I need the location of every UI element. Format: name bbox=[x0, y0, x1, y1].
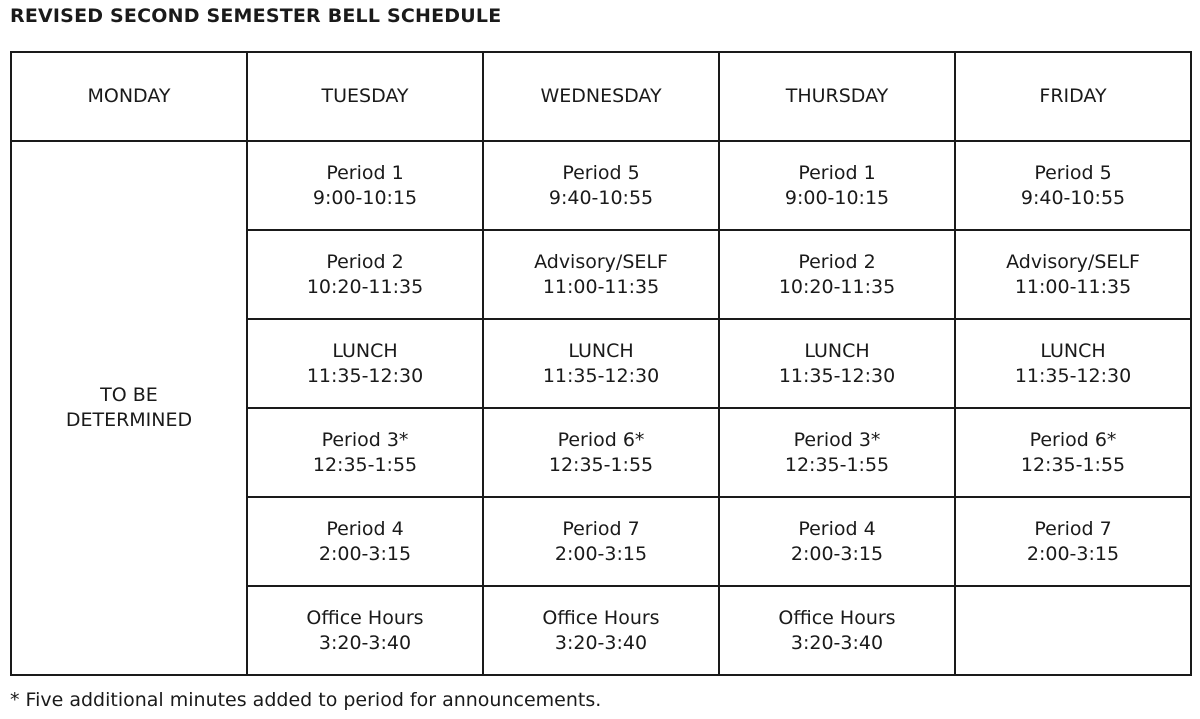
page-title: REVISED SECOND SEMESTER BELL SCHEDULE bbox=[10, 5, 502, 27]
period-time: 12:35-1:55 bbox=[312, 453, 418, 476]
period-time: 9:00-10:15 bbox=[784, 186, 890, 209]
period-label: Period 6* bbox=[1029, 428, 1117, 451]
period-time: 3:20-3:40 bbox=[554, 631, 648, 654]
period-time: 2:00-3:15 bbox=[554, 542, 648, 565]
period-label: LUNCH bbox=[804, 339, 870, 362]
schedule-cell bbox=[955, 497, 1191, 586]
period-time: 11:35-12:30 bbox=[778, 364, 896, 387]
period-time: 2:00-3:15 bbox=[1026, 542, 1120, 565]
schedule-row-1 bbox=[11, 141, 1191, 230]
schedule-cell bbox=[247, 497, 483, 586]
schedule-cell bbox=[719, 497, 955, 586]
period-time: 2:00-3:15 bbox=[318, 542, 412, 565]
period-label: Period 1 bbox=[798, 161, 876, 184]
period-label: Period 1 bbox=[326, 161, 404, 184]
period-label: Office Hours bbox=[306, 606, 424, 629]
bell-schedule-table bbox=[10, 51, 1192, 676]
period-label: Advisory/SELF bbox=[534, 250, 668, 273]
footnote: * Five additional minutes added to period for announcements. bbox=[10, 689, 602, 711]
period-label: Period 7 bbox=[562, 517, 640, 540]
header-monday: MONDAY bbox=[11, 52, 247, 141]
schedule-cell bbox=[483, 497, 719, 586]
period-time: 9:40-10:55 bbox=[1020, 186, 1126, 209]
period-time: 11:00-11:35 bbox=[1014, 275, 1132, 298]
period-label: Office Hours bbox=[542, 606, 660, 629]
schedule-cell bbox=[955, 230, 1191, 319]
schedule-cell bbox=[719, 319, 955, 408]
schedule-cell bbox=[483, 586, 719, 675]
period-time: 11:35-12:30 bbox=[542, 364, 660, 387]
monday-line-2: DETERMINED bbox=[65, 409, 193, 431]
schedule-cell bbox=[483, 319, 719, 408]
schedule-cell bbox=[247, 141, 483, 230]
period-label: LUNCH bbox=[568, 339, 634, 362]
schedule-cell bbox=[719, 230, 955, 319]
schedule-cell-empty bbox=[955, 586, 1191, 675]
period-label: Period 6* bbox=[557, 428, 645, 451]
period-time: 12:35-1:55 bbox=[1020, 453, 1126, 476]
period-label: Advisory/SELF bbox=[1006, 250, 1140, 273]
period-time: 2:00-3:15 bbox=[790, 542, 884, 565]
period-label: Office Hours bbox=[778, 606, 896, 629]
period-label: LUNCH bbox=[1040, 339, 1106, 362]
period-label: Period 5 bbox=[562, 161, 640, 184]
period-label: Period 3* bbox=[321, 428, 409, 451]
period-time: 11:00-11:35 bbox=[542, 275, 660, 298]
schedule-cell bbox=[719, 141, 955, 230]
period-time: 10:20-11:35 bbox=[778, 275, 896, 298]
schedule-cell bbox=[955, 408, 1191, 497]
period-label: Period 4 bbox=[326, 517, 404, 540]
schedule-cell bbox=[955, 319, 1191, 408]
header-wednesday: WEDNESDAY bbox=[483, 52, 719, 141]
period-time: 11:35-12:30 bbox=[306, 364, 424, 387]
schedule-cell bbox=[483, 408, 719, 497]
schedule-cell bbox=[247, 230, 483, 319]
period-time: 10:20-11:35 bbox=[306, 275, 424, 298]
period-label: Period 2 bbox=[798, 250, 876, 273]
period-label: Period 7 bbox=[1034, 517, 1112, 540]
header-row bbox=[11, 52, 1191, 141]
period-label: Period 4 bbox=[798, 517, 876, 540]
schedule-cell bbox=[719, 586, 955, 675]
period-time: 12:35-1:55 bbox=[548, 453, 654, 476]
period-label: LUNCH bbox=[332, 339, 398, 362]
period-time: 12:35-1:55 bbox=[784, 453, 890, 476]
schedule-cell bbox=[483, 141, 719, 230]
period-label: Period 2 bbox=[326, 250, 404, 273]
monday-line-1: TO BE bbox=[100, 384, 158, 406]
schedule-cell bbox=[955, 141, 1191, 230]
monday-cell bbox=[11, 141, 247, 675]
period-time: 3:20-3:40 bbox=[790, 631, 884, 654]
schedule-cell bbox=[719, 408, 955, 497]
period-time: 11:35-12:30 bbox=[1014, 364, 1132, 387]
header-friday: FRIDAY bbox=[955, 52, 1191, 141]
period-time: 9:00-10:15 bbox=[312, 186, 418, 209]
schedule-cell bbox=[483, 230, 719, 319]
period-label: Period 5 bbox=[1034, 161, 1112, 184]
header-thursday: THURSDAY bbox=[719, 52, 955, 141]
period-time: 3:20-3:40 bbox=[318, 631, 412, 654]
header-tuesday: TUESDAY bbox=[247, 52, 483, 141]
period-time: 9:40-10:55 bbox=[548, 186, 654, 209]
schedule-cell bbox=[247, 586, 483, 675]
period-label: Period 3* bbox=[793, 428, 881, 451]
schedule-cell bbox=[247, 319, 483, 408]
schedule-cell bbox=[247, 408, 483, 497]
